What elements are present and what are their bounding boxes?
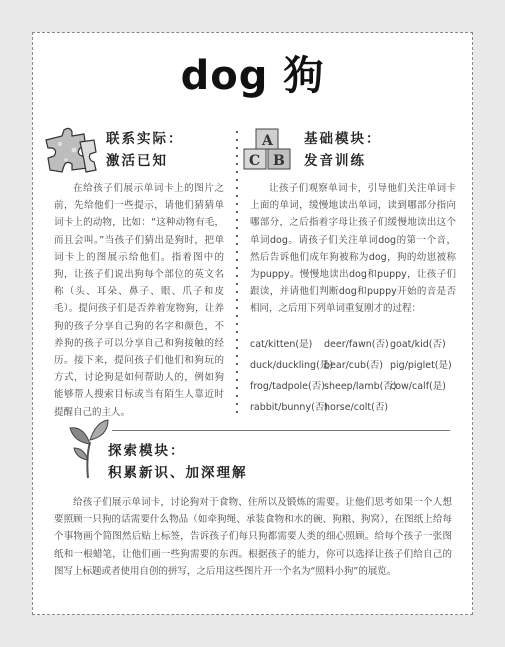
left-heading-2: 激活已知 bbox=[106, 153, 168, 169]
svg-text:A: A bbox=[262, 133, 273, 149]
word-pair: rabbit/bunny(否) bbox=[250, 402, 328, 413]
svg-text:B: B bbox=[273, 153, 285, 169]
word-pair: horse/colt(否) bbox=[324, 402, 389, 413]
word-pair-row bbox=[250, 355, 460, 376]
word-pair bbox=[390, 397, 460, 418]
svg-text:C: C bbox=[249, 153, 261, 169]
word-pair: cow/calf(是) bbox=[390, 381, 446, 392]
word-pair: deer/fawn(否) bbox=[324, 339, 389, 350]
page-title: dog 狗 bbox=[180, 53, 325, 99]
column-divider bbox=[236, 128, 238, 418]
left-heading-1: 联系实际： bbox=[106, 131, 184, 147]
section-divider bbox=[112, 430, 450, 431]
word-pair: frog/tadpole(否) bbox=[250, 381, 325, 392]
word-pair-list bbox=[250, 334, 460, 418]
word-pair: sheep/lamb(否) bbox=[324, 381, 397, 392]
left-paragraph: 在给孩子们展示单词卡上的图片之前，先给他们一些提示，请他们猜猜单词卡上的动物，比如：“这种动物有毛，而且会叫。”当孩子们猜出是狗时，把单词卡上的图展示给他们。指着图中的狗，让孩子们说出狗每个部位的英文名称（头、耳朵、鼻子、眼、爪子和皮毛）。提问孩子们是否养着宠物狗，让养狗的孩子分享自己狗的名字和颜色，不养狗的孩子可以分享自己和狗接触的经历。接下来，提问孩子们他们和狗玩的方式，讨论狗是如何帮助人的，例如狗能够帮人搜索目标或当有陌生人靠近时提醒自己的主人。 bbox=[54, 183, 224, 418]
bottom-heading-2: 积累新识、加深理解 bbox=[108, 465, 248, 481]
word-pair: pig/piglet(是) bbox=[390, 360, 452, 371]
bottom-paragraph: 给孩子们展示单词卡，讨论狗对于食物、住所以及锻炼的需要。让他们思考如果一个人想要照顾一只狗的话需要什么物品（如牵狗绳、承装食物和水的碗、狗粮、狗窝），在图纸上给每个事物画个简图然后贴上标签，告诉孩子们每只狗都需要人类的细心照顾。给每个孩子一张图纸和一根蜡笔，让他们画一些狗需要的东西。根据孩子的能力，你可以选择让孩子们给自己的图写上标题或者使用自创的拼写，之后用这些图片开一个名为“照料小狗”的展览。 bbox=[54, 497, 452, 577]
sprout-icon bbox=[66, 418, 110, 480]
word-pair: goat/kid(否) bbox=[390, 339, 446, 350]
word-pair-row bbox=[250, 334, 460, 355]
abc-blocks-icon bbox=[236, 127, 302, 173]
word-pair: duck/duckling(是) bbox=[250, 360, 333, 371]
word-pair-row bbox=[250, 376, 460, 397]
right-paragraph: 让孩子们观察单词卡，引导他们关注单词卡上面的单词，缓慢地读出单词，读到哪部分指向哪部分，之后指着字母让孩子们缓慢地读出这个单词dog。请孩子们关注单词dog的第一个音，然后告诉他们成年狗被称为dog，狗的幼崽被称为puppy。慢慢地读出dog和puppy，让孩子们跟读，并请他们判断dog和puppy开始的音是否相同，之后用下列单词重复刚才的过程： bbox=[250, 183, 456, 315]
right-heading-2: 发音训练 bbox=[304, 153, 366, 169]
right-heading-1: 基础模块： bbox=[304, 131, 382, 147]
bottom-heading-1: 探索模块： bbox=[108, 443, 186, 459]
word-pair: cat/kitten(是) bbox=[250, 339, 313, 350]
puzzle-icon bbox=[40, 126, 102, 178]
word-pair: bear/cub(否) bbox=[324, 360, 383, 371]
word-pair-row bbox=[250, 397, 460, 418]
